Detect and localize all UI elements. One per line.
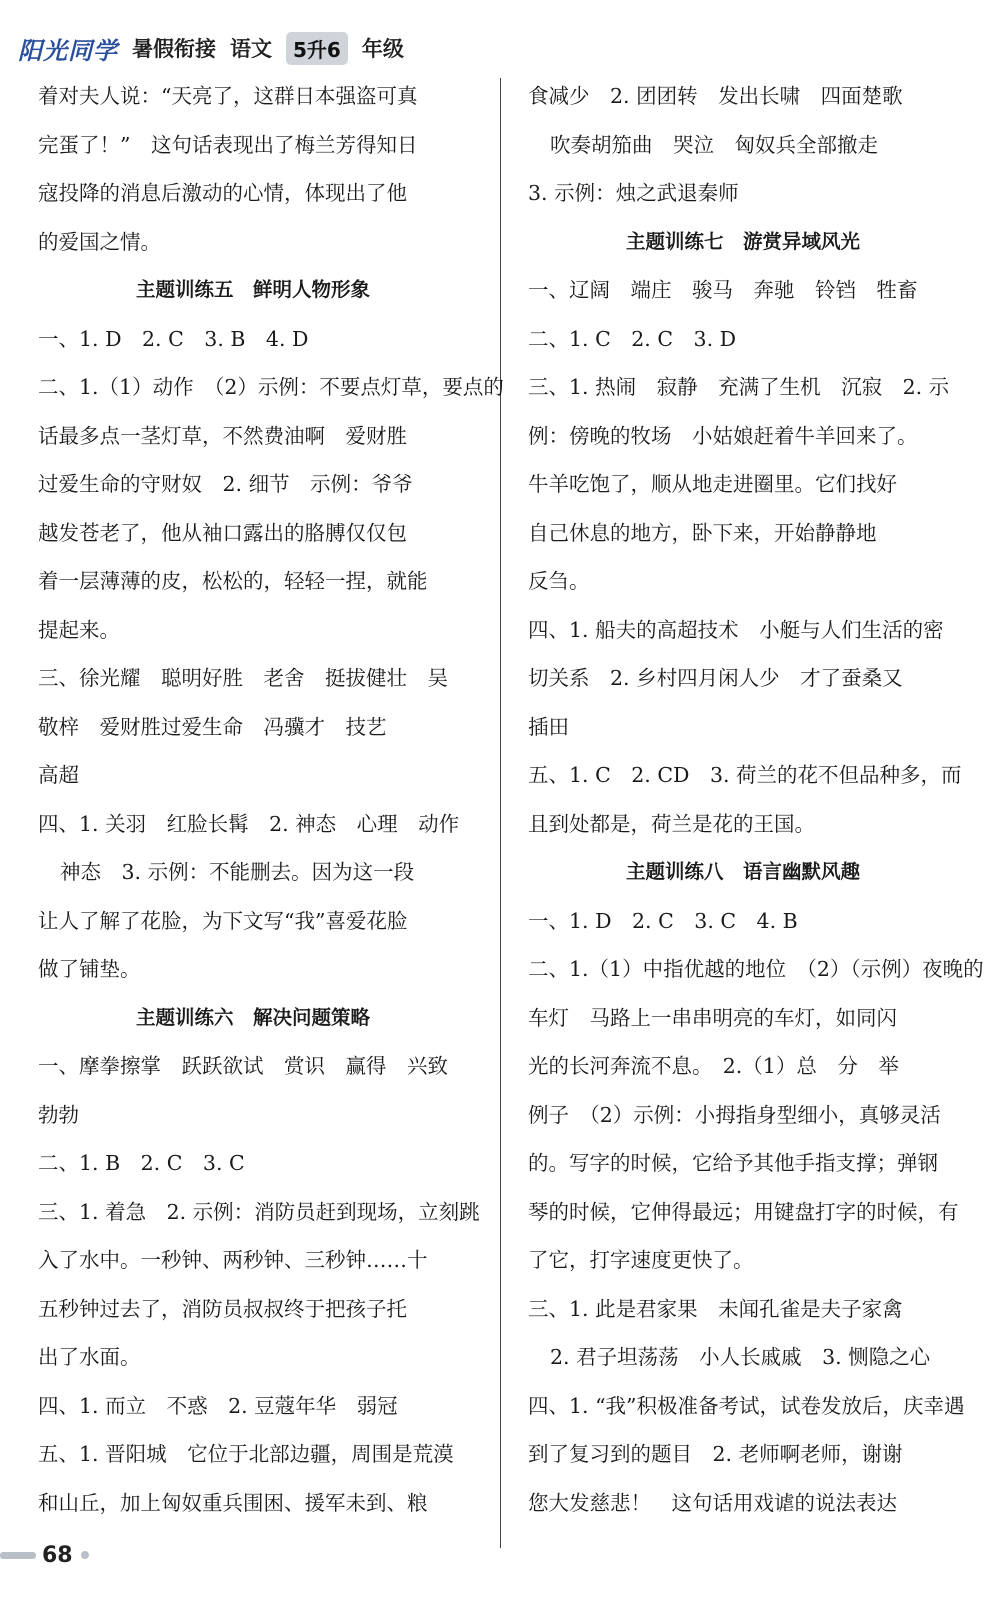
text-line: 3. 示例：烛之武退秦师 [528,181,739,205]
text-line: 吹奏胡笳曲 哭泣 匈奴兵全部撤走 [550,132,878,157]
text-line: 2. 君子坦荡荡 小人长戚戚 3. 恻隐之心 [550,1345,931,1369]
text-line: 四、1. 而立 不惑 2. 豆蔻年华 弱冠 [38,1393,398,1418]
text-line: 了它，打字速度更快了。 [528,1248,754,1272]
text-line: 二、1.（1）动作 （2）示例：不要点灯草，要点的 [38,375,504,399]
page-header [18,28,978,68]
text-line: 完蛋了！” 这句话表现出了梅兰芳得知日 [38,132,418,157]
text-line: 过爱生命的守财奴 2. 细节 示例：爷爷 [38,472,413,496]
text-line: 车灯 马路上一串串明亮的车灯，如同闪 [528,1005,897,1030]
text-line: 的爱国之情。 [38,229,161,254]
page-number: 68 [42,1542,73,1568]
text-line: 五、1. 晋阳城 它位于北部边疆，周围是荒漠 [38,1442,454,1466]
text-line: 四、1. 船夫的高超技术 小艇与人们生活的密 [528,617,944,642]
text-line: 敬梓 爱财胜过爱生命 冯骥才 技艺 [38,714,387,739]
text-line: 神态 3. 示例：不能删去。因为这一段 [60,860,415,884]
text-line: 三、徐光耀 聪明好胜 老舍 挺拔健壮 吴 [38,666,448,690]
text-line: 高超 [38,763,79,787]
text-line: 着对夫人说：“天亮了，这群日本强盗可真 [38,84,418,108]
section-title: 主题训练七 游赏异域风光 [625,229,860,253]
text-line: 您大发慈悲！ 这句话用戏谑的说法表达 [528,1490,897,1515]
text-line: 一、摩拳擦掌 跃跃欲试 赏识 赢得 兴致 [38,1054,448,1078]
text-line: 二、1.（1）中指优越的地位 （2）（示例）夜晚的 [528,957,984,981]
text-line: 寇投降的消息后激动的心情，体现出了他 [38,181,407,205]
text-line: 牛羊吃饱了，顺从地走进圈里。它们找好 [528,472,897,496]
footer-bar-decoration [0,1552,36,1559]
section-title: 主题训练六 解决问题策略 [135,1005,370,1029]
left-column [38,72,504,1527]
book-title: 暑假衔接 [132,37,216,61]
text-line: 到了复习到的题目 2. 老师啊老师，谢谢 [528,1442,903,1466]
column-divider [500,78,501,1548]
text-line: 五、1. C 2. CD 3. 荷兰的花不但品种多，而 [528,763,962,787]
right-column [528,72,984,1527]
text-line: 二、1. B 2. C 3. C [38,1151,245,1175]
text-line: 三、1. 热闹 寂静 充满了生机 沉寂 2. 示 [528,375,950,399]
grade-label: 年级 [361,37,404,61]
grade-badge: 5升6 [286,32,348,65]
text-line: 出了水面。 [38,1345,141,1369]
section-title: 主题训练五 鲜明人物形象 [135,278,370,301]
text-line: 插田 [528,714,569,739]
text-line: 话最多点一茎灯草，不然费油啊 爱财胜 [38,423,407,448]
text-line: 二、1. C 2. C 3. D [528,326,737,351]
text-line: 提起来。 [38,617,120,642]
text-line: 例子 （2）示例：小拇指身型细小，真够灵活 [528,1102,941,1127]
text-line: 勃勃 [38,1102,79,1127]
text-line: 五秒钟过去了，消防员叔叔终于把孩子托 [38,1296,407,1321]
page-footer [0,1540,89,1570]
text-line: 反刍。 [528,569,590,593]
text-line: 食减少 2. 团团转 发出长啸 四面楚歌 [528,84,903,108]
text-line: 的。写字的时候，它给予其他手指支撑；弹钢 [528,1151,938,1175]
text-line: 越发苍老了，他从袖口露出的胳膊仅仅包 [38,520,407,545]
text-line: 入了水中。一秒钟、两秒钟、三秒钟……十 [38,1248,428,1272]
text-line: 四、1. 关羽 红脸长髯 2. 神态 心理 动作 [38,811,460,836]
text-line: 做了铺垫。 [38,957,141,981]
text-line: 一、辽阔 端庄 骏马 奔驰 铃铛 牲畜 [528,278,918,302]
subject-label: 语文 [230,37,272,61]
text-line: 三、1. 着急 2. 示例：消防员赶到现场，立刻跳 [38,1199,480,1224]
text-line: 且到处都是，荷兰是花的王国。 [528,811,815,836]
text-line: 和山丘，加上匈奴重兵围困、援军未到、粮 [38,1490,428,1515]
text-line: 一、1. D 2. C 3. C 4. B [528,908,798,933]
text-line: 切关系 2. 乡村四月闲人少 才了蚕桑又 [528,666,903,690]
text-line: 四、1. “我”积极准备考试，试卷发放后，庆幸遇 [528,1393,965,1418]
text-line: 光的长河奔流不息。 2.（1）总 分 举 [528,1054,899,1078]
text-line: 让人了解了花脸，为下文写“我”喜爱花脸 [38,908,408,933]
text-line: 一、1. D 2. C 3. B 4. D [38,326,309,351]
footer-dot-icon [81,1551,89,1559]
brand-logo: 阳光同学 [18,36,118,65]
text-line: 三、1. 此是君家果 未闻孔雀是夫子家禽 [528,1296,903,1321]
text-line: 着一层薄薄的皮，松松的，轻轻一捏，就能 [38,569,428,593]
text-line: 例：傍晚的牧场 小姑娘赶着牛羊回来了。 [528,423,918,448]
text-line: 自己休息的地方，卧下来，开始静静地 [528,520,877,545]
section-title: 主题训练八 语言幽默风趣 [625,860,860,883]
text-line: 琴的时候，它伸得最远；用键盘打字的时候，有 [528,1199,959,1224]
